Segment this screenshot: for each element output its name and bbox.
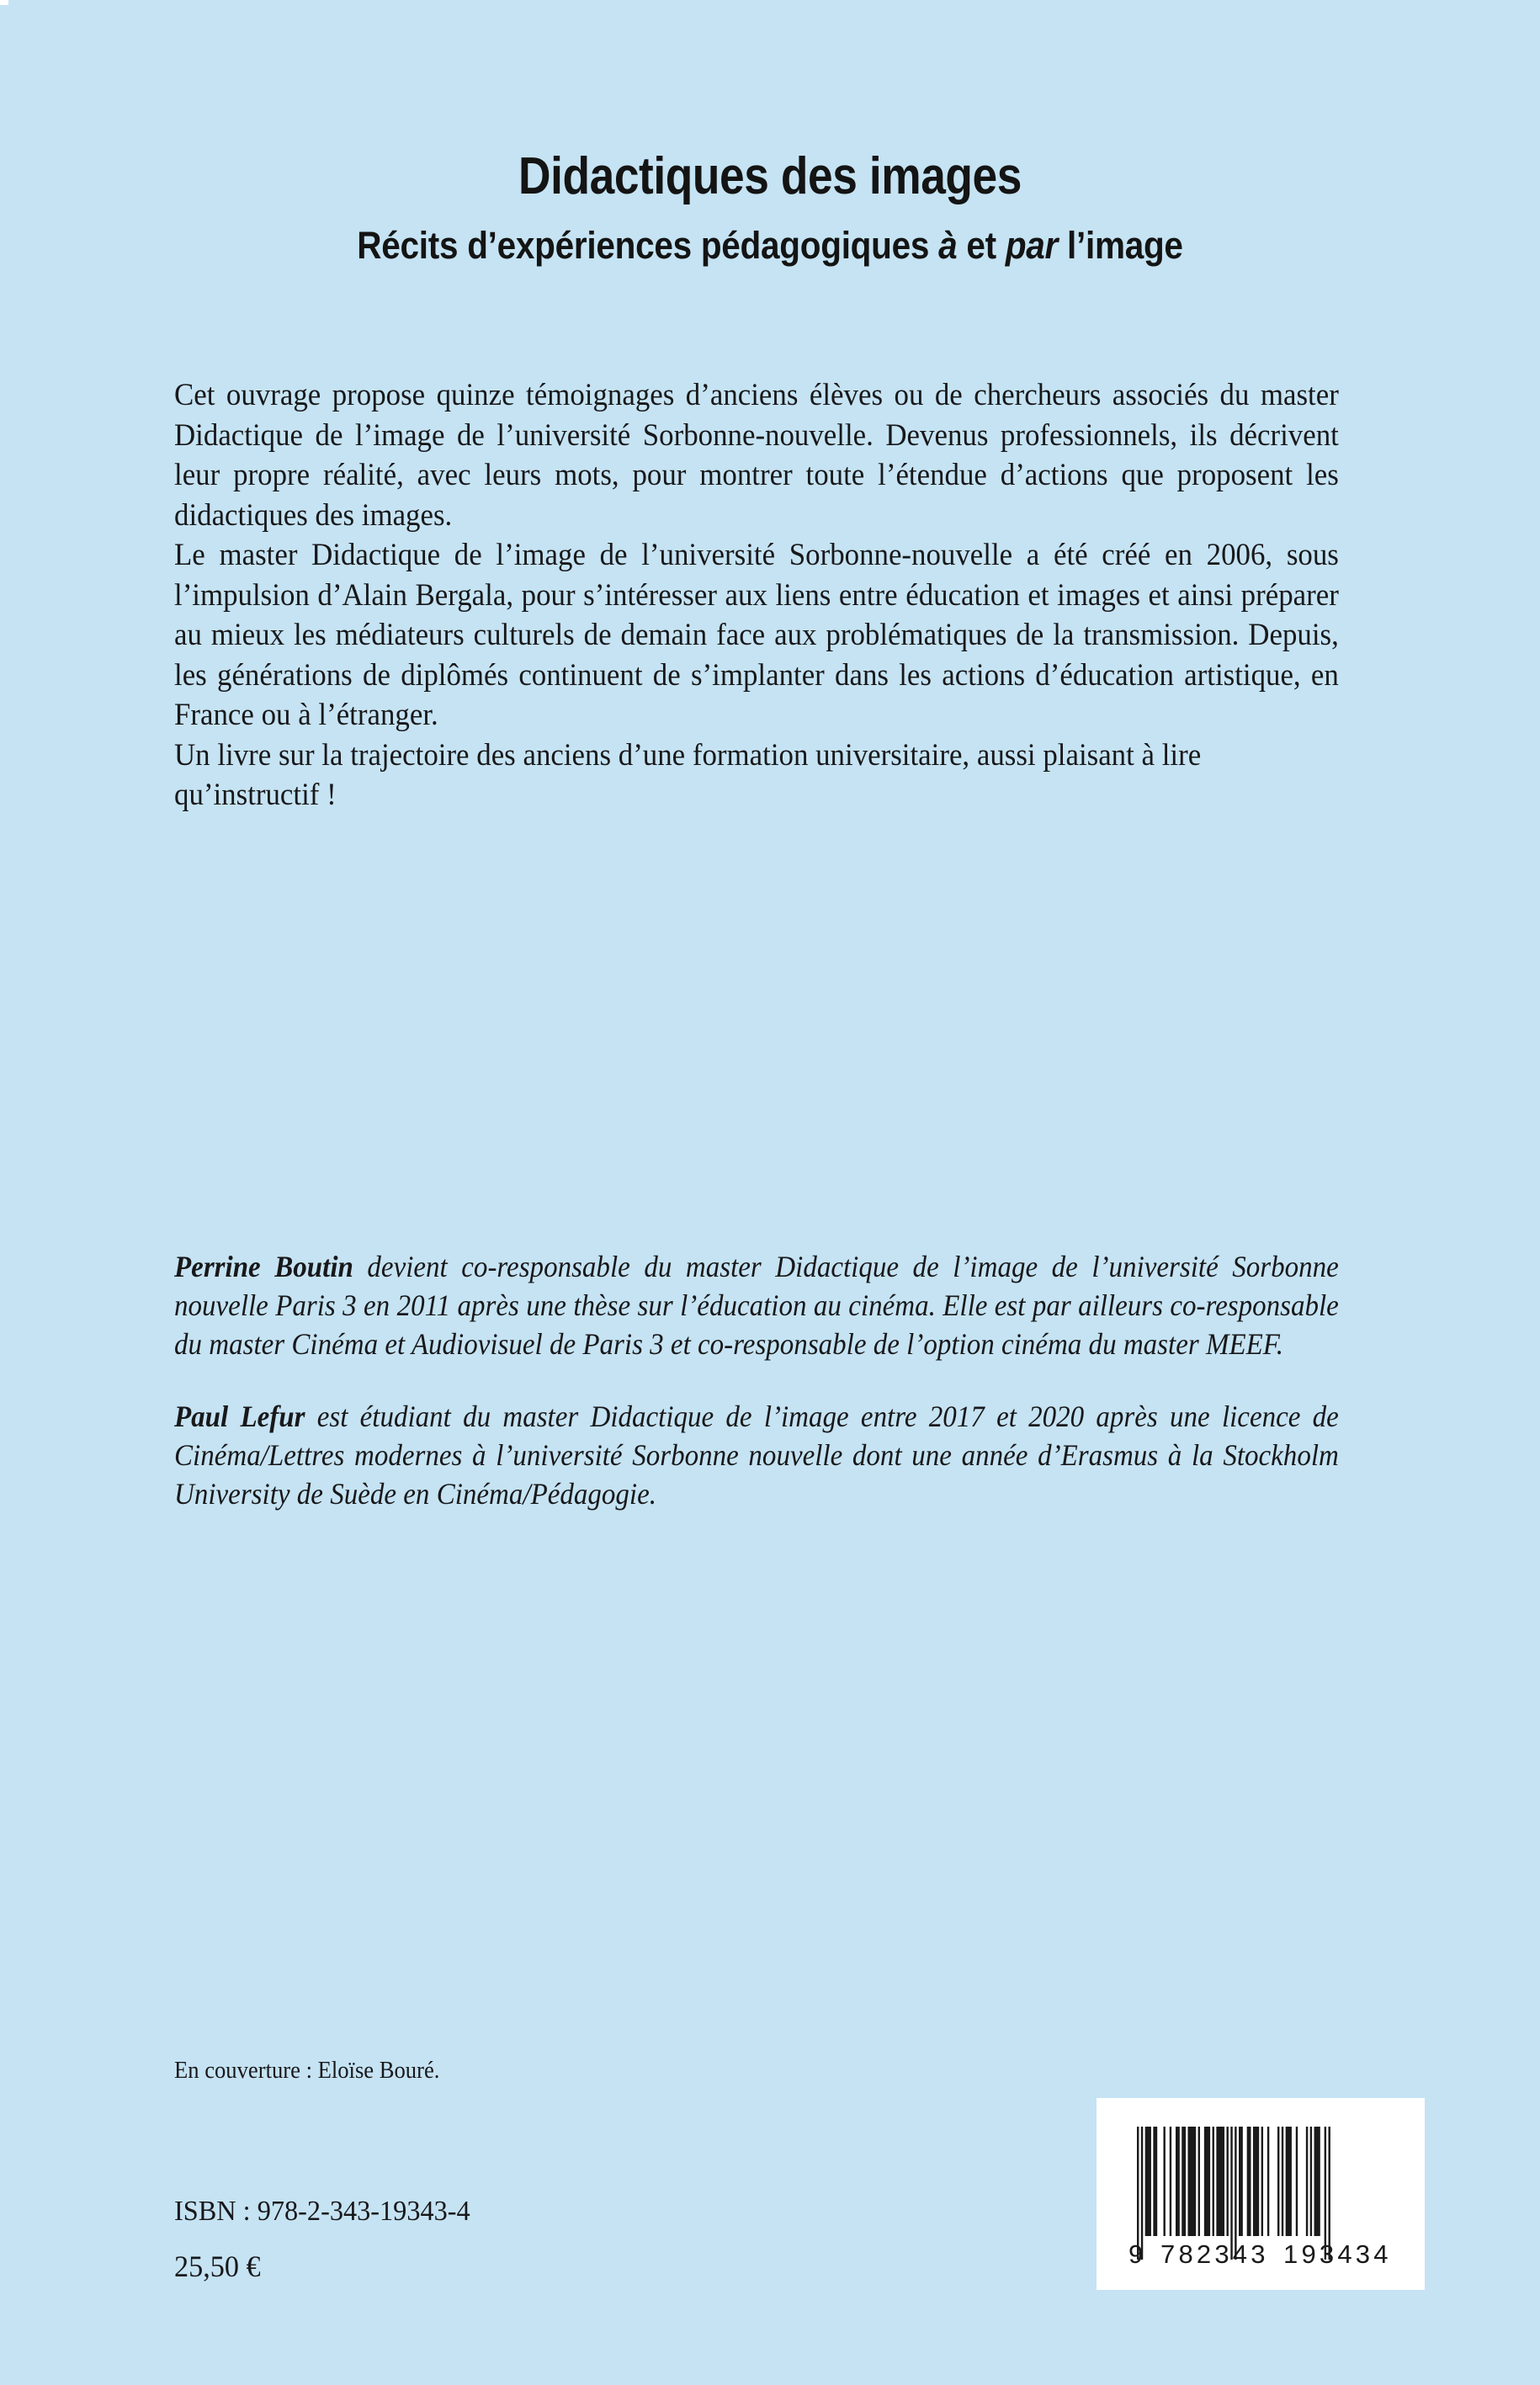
blurb-paragraph: Le master Didactique de l’image de l’université Sorbonne-nouvelle a été créé en 2006, sous l’impulsion d’Alain Bergala, pour s’intéresser aux liens entre éducation et images et ainsi préparer au mieux les médiateurs culturels de demain face aux problématiques de la transmission. Depuis, les générations de diplômés continuent de s’implanter dans les actions d’éducation artistique, en France ou à l’étranger. [174,538,1339,732]
cover-credit: En couverture : Eloïse Bouré. [174,2058,440,2084]
author-name: Perrine Boutin [174,1250,353,1283]
subtitle-part-1: Récits d’expériences pédagogiques [357,224,939,268]
price-label: 25,50 € [174,2250,261,2283]
page-subtitle [77,224,1463,268]
subtitle-part-5: l’image [1058,224,1183,268]
blurb-paragraph: Un livre sur la trajectoire des anciens d’une formation universitaire, aussi plaisant à lire qu’instructif ! [174,737,1202,812]
barcode-right-group: 193434 [1283,2239,1392,2269]
barcode-image [1097,2098,1425,2290]
title-block [0,147,1540,268]
corner-speck [0,0,8,5]
author-bio-text: devient co-responsable du master Didactique de l’image de l’université Sorbonne nouvelle Paris 3 en 2011 après une thèse sur l’éducation au cinéma. Elle est par ailleurs co-responsable du master Cinéma et Audiovisuel de Paris 3 et co-responsable de l’option cinéma du master MEEF. [174,1250,1339,1361]
blurb-text [174,375,1339,815]
author-name: Paul Lefur [174,1400,305,1433]
author-bios [174,1247,1339,1513]
barcode-left-group: 782343 [1160,2239,1269,2269]
blurb-paragraph: Cet ouvrage propose quinze témoignages d’anciens élèves ou de chercheurs associés du master Didactique de l’image de l’université Sorbonne-nouvelle. Devenus professionnels, ils décrivent leur propre réalité, avec leurs mots, pour montrer toute l’étendue d’actions que proposent les didactiques des images. [174,378,1339,533]
page-title: Didactiques des images [518,147,1022,205]
subtitle-part-2-italic: à [938,224,958,268]
author-bio-text: est étudiant du master Didactique de l’image entre 2017 et 2020 après une licence de Cinéma/Lettres modernes à l’université Sorbonne nouvelle dont une année d’Erasmus à la Stockholm University de Suède en Cinéma/Pédagogie. [174,1400,1339,1511]
barcode-lead-digit: 9 [1128,2239,1144,2269]
author-bio [174,1247,1339,1363]
subtitle-part-3: et [957,224,1006,268]
barcode-panel [1097,2098,1425,2290]
isbn-label: ISBN : 978-2-343-19343-4 [174,2196,470,2227]
author-bio [174,1397,1339,1513]
subtitle-part-4-italic: par [1005,224,1059,268]
